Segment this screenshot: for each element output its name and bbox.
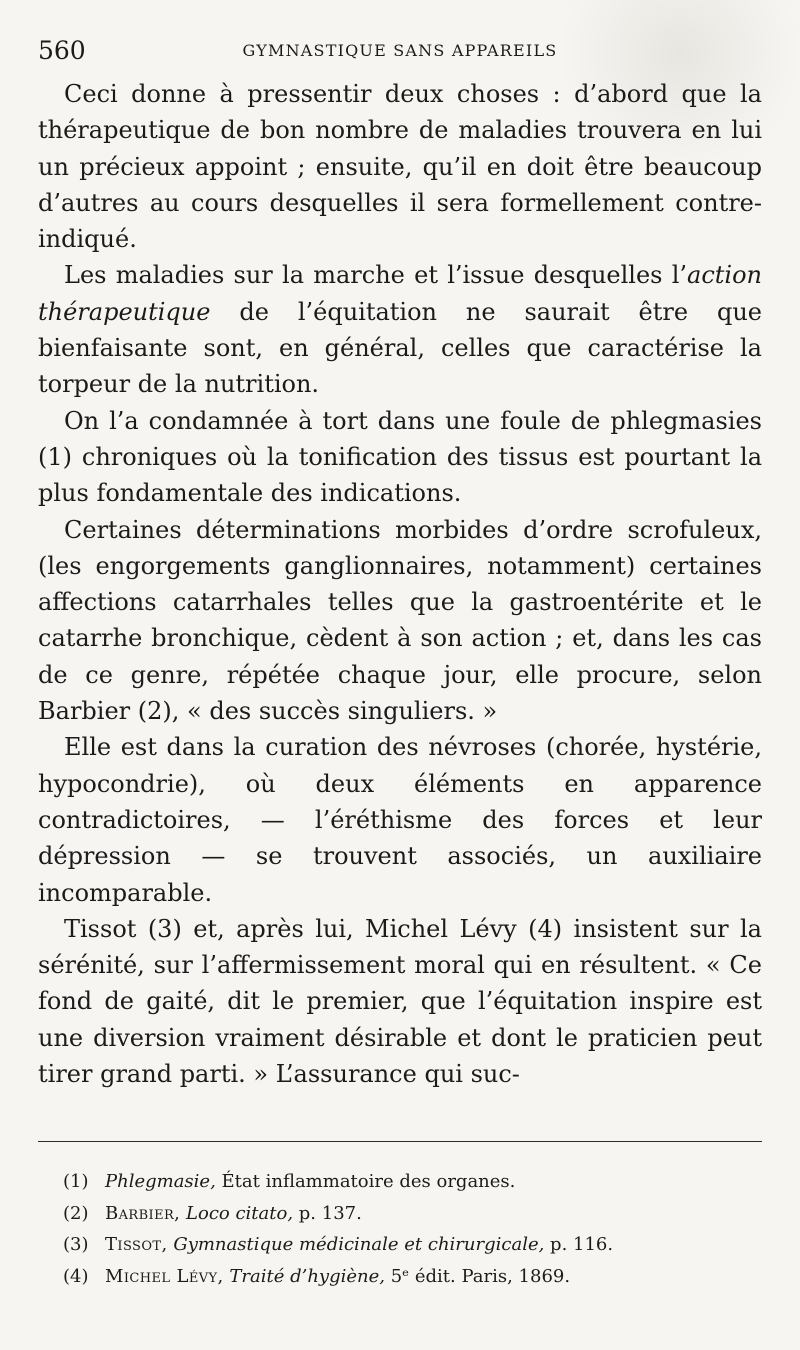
footnote-title: Phlegmasie, [105, 1171, 216, 1193]
paragraph-2-italic-phrase: action thérapeutique [38, 261, 762, 326]
footnote-number: (2) [63, 1202, 89, 1224]
footnote-details: p. 137. [293, 1202, 362, 1224]
paragraph-1: Ceci donne à pressentir deux choses : d’abord que la thérapeutique de bon nombre de maladies trouvera en lui un précieux appoint ; ensuite, qu’il en doit être beaucoup d’autres au cours desquelles il sera formellement contre-indiqué. [38, 80, 762, 254]
paragraph-4: Certaines déterminations morbides d’ordre scrofuleux, (les engorgements ganglionnaires, notamment) certaines affections catarrhales telles que la gastroentérite et le catarrhe bronchique, cèdent à son action ; et, dans les cas de ce genre, répétée chaque jour, elle procure, selon Barbier (2), « des succès singuliers. » [38, 515, 762, 726]
paragraph-6: Tissot (3) et, après lui, Michel Lévy (4) insistent sur la sérénité, sur l’affermissement moral qui en résultent. « Ce fond de gaité, dit le premier, que l’équitation inspire est une diversion vraiment désirable et dont le praticien peut tirer grand parti. » L’assurance qui suc- [38, 914, 762, 1089]
footnote-1 [63, 1166, 762, 1198]
footnote-number: (1) [63, 1171, 89, 1193]
footnotes [63, 1166, 762, 1292]
paragraph-5: Elle est dans la curation des névroses (chorée, hystérie, hypocondrie), où deux éléments en apparence contradictoires, — l’éréthisme des forces et leur dépression — se trouvent associés, un auxiliaire incomparable. [38, 733, 762, 907]
footnote-separator [38, 1141, 762, 1142]
paragraph-2 [38, 257, 762, 402]
footnote-title: Loco citato, [186, 1202, 294, 1224]
paragraph-2-text-after: de l’équitation ne saurait être que bienfaisante sont, en général, celles que caractérise la torpeur de la nutrition. [38, 297, 762, 399]
footnote-author: Michel Lévy, [105, 1265, 224, 1287]
footnote-author: Tissot, [105, 1234, 168, 1256]
footnote-number: (3) [63, 1234, 89, 1256]
footnote-4 [63, 1261, 762, 1293]
main-text [38, 76, 762, 1092]
running-title: GYMNASTIQUE SANS APPAREILS [242, 41, 558, 60]
footnote-3 [63, 1229, 762, 1261]
footnote-title: Traité d’hygiène, [229, 1265, 385, 1287]
footnote-title: Gymnastique médicinale et chirurgicale, [173, 1234, 545, 1256]
paragraph-2-text-before: Les maladies sur la marche et l’issue desquelles l’ [64, 261, 688, 290]
footnote-author: Barbier, [105, 1202, 181, 1224]
footnote-number: (4) [63, 1265, 89, 1287]
page-header [38, 34, 762, 76]
page-number: 560 [38, 36, 86, 65]
paragraph-3: On l’a condamnée à tort dans une foule de phlegmasies (1) chroniques où la tonification des tissus est pourtant la plus fondamentale des indications. [38, 406, 762, 508]
footnote-details: État inflammatoire des organes. [215, 1171, 516, 1193]
footnote-details: p. 116. [544, 1234, 614, 1256]
footnote-2 [63, 1198, 762, 1230]
footnote-details: 5ᵉ édit. Paris, 1869. [385, 1265, 571, 1287]
